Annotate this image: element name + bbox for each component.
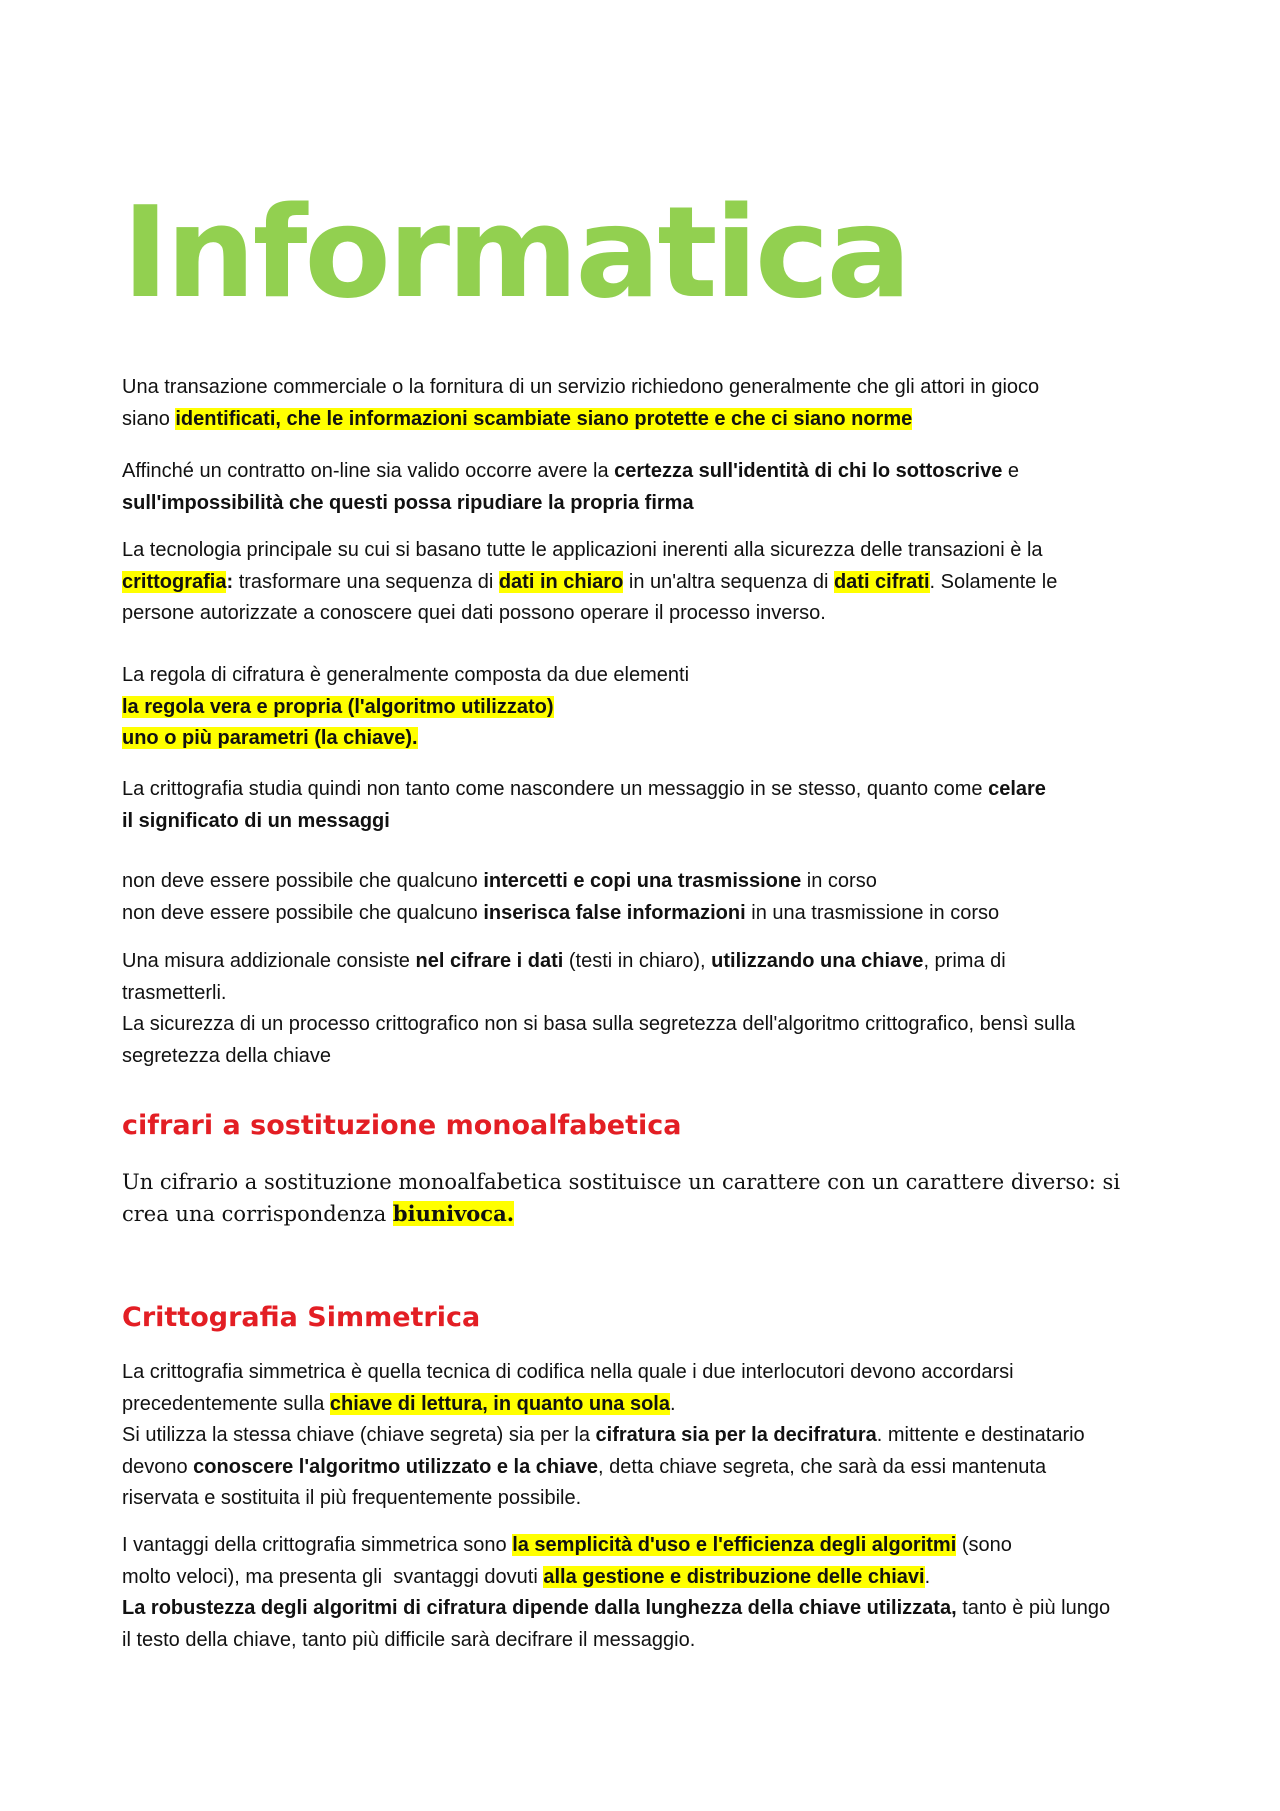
document-title: Informatica xyxy=(122,179,909,326)
bold-text: certezza sull'identità di chi lo sottoscrive xyxy=(614,460,1003,482)
text-line xyxy=(122,488,1162,520)
bold-text: il significato di un messaggi xyxy=(122,809,390,832)
highlighted-text: identificati, che le informazioni scambiate siano protette e che ci siano norme xyxy=(175,407,913,430)
text-line xyxy=(122,1198,1162,1230)
text-run: La tecnologia principale su cui si basano tutte le applicazioni inerenti alla sicurezza delle transazioni è la xyxy=(122,539,1043,561)
bold-text: cifratura sia per la decifratura xyxy=(595,1424,877,1446)
text-run: trasmetterli. xyxy=(122,981,227,1004)
text-run: La crittografia simmetrica è quella tecnica di codifica nella quale i due interlocutori devono accordarsi xyxy=(122,1361,1014,1383)
section-heading-simmetrica: Crittografia Simmetrica xyxy=(122,1302,481,1333)
highlighted-text: uno o più parametri (la chiave). xyxy=(122,727,418,749)
text-run: . mittente e destinatario xyxy=(876,1424,1085,1446)
text-run: (sono xyxy=(956,1534,1012,1556)
text-run: (testi in chiaro), xyxy=(563,950,712,972)
text-run: crea una corrispondenza xyxy=(122,1202,393,1226)
text-run: trasformare una sequenza di xyxy=(233,570,499,593)
paragraph-misura xyxy=(122,946,1162,1072)
paragraph-requisiti xyxy=(122,866,1162,929)
paragraph-vantaggi xyxy=(122,1530,1162,1656)
text-line xyxy=(122,866,1162,898)
text-run: La sicurezza di un processo crittografico non si basa sulla segretezza dell'algoritmo crittografico, bensì sulla xyxy=(122,1013,1076,1035)
text-run: La crittografia studia quindi non tanto come nascondere un messaggio in se stesso, quanto come xyxy=(122,778,989,800)
text-line xyxy=(122,372,1162,404)
text-line xyxy=(122,1625,1162,1657)
highlighted-text: chiave di lettura, in quanto una sola xyxy=(329,1392,670,1415)
text-run: Si utilizza la stessa chiave (chiave segreta) sia per la xyxy=(122,1424,596,1446)
text-run: il testo della chiave, tanto più difficile sarà decifrare il messaggio. xyxy=(122,1628,696,1651)
text-run: segretezza della chiave xyxy=(122,1044,332,1067)
paragraph-regola xyxy=(122,660,1162,755)
highlighted-text: crittografia xyxy=(122,570,227,593)
text-line xyxy=(122,1420,1162,1452)
text-line xyxy=(122,1166,1162,1198)
text-line xyxy=(122,404,1162,436)
paragraph-cifrario xyxy=(122,1166,1162,1230)
text-line xyxy=(122,806,1162,838)
text-line xyxy=(122,978,1162,1010)
text-run: precedentemente sulla xyxy=(122,1392,330,1415)
bold-text: robustezza degli algoritmi di cifratura dipende dalla lunghezza della chiave utilizzata, xyxy=(150,1597,957,1619)
text-run: in corso xyxy=(801,870,877,892)
highlighted-text: biunivoca. xyxy=(392,1201,515,1226)
text-line xyxy=(122,660,1162,692)
text-run: siano xyxy=(122,407,176,430)
paragraph-simmetrica xyxy=(122,1357,1162,1515)
text-run: Una transazione commerciale o la fornitura di un servizio richiedono generalmente che gli attori in gioco xyxy=(122,376,1040,398)
text-line xyxy=(122,535,1162,567)
text-line xyxy=(122,1562,1162,1594)
text-line xyxy=(122,898,1162,930)
text-line xyxy=(122,1452,1162,1484)
bold-text: celare xyxy=(988,778,1046,800)
highlighted-text: la semplicità d'uso e l'efficienza degli algoritmi xyxy=(512,1534,957,1556)
text-run: , prima di xyxy=(923,950,1006,972)
paragraph-transazione xyxy=(122,372,1162,435)
paragraph-contratto xyxy=(122,456,1162,519)
text-run: riservata e sostituita il più frequentemente possibile. xyxy=(122,1487,582,1509)
text-run: . xyxy=(924,1565,931,1588)
text-run: e xyxy=(1002,460,1020,482)
text-run: tanto è più lungo xyxy=(956,1597,1111,1619)
text-line xyxy=(122,1009,1162,1041)
text-line xyxy=(122,692,1162,724)
text-line xyxy=(122,1593,1162,1625)
text-run: persone autorizzate a conoscere quei dati possono operare il processo inverso. xyxy=(122,602,826,624)
text-run: in una trasmissione in corso xyxy=(745,901,1000,924)
text-line xyxy=(122,1389,1162,1421)
text-line xyxy=(122,723,1162,755)
bold-text: nel cifrare i dati xyxy=(415,950,564,972)
bold-text: : xyxy=(226,570,234,593)
highlighted-text: dati in chiaro xyxy=(498,570,624,593)
bold-text: La xyxy=(122,1597,151,1619)
bold-text: intercetti e copi una trasmissione xyxy=(483,870,802,892)
highlighted-text: la regola vera e propria (l'algoritmo utilizzato) xyxy=(122,695,554,718)
highlighted-text: dati cifrati xyxy=(833,570,930,593)
text-line xyxy=(122,598,1162,630)
text-run: Un cifrario a sostituzione monoalfabetica sostituisce un carattere con un carattere diverso: si xyxy=(122,1170,1121,1194)
text-line xyxy=(122,774,1162,806)
text-run: Una misura addizionale consiste xyxy=(122,950,416,972)
text-run: devono xyxy=(122,1455,194,1478)
text-run: , detta chiave segreta, che sarà da essi mantenuta xyxy=(598,1455,1047,1478)
text-line xyxy=(122,456,1162,488)
highlighted-text: alla gestione e distribuzione delle chiavi xyxy=(543,1565,925,1588)
text-run: La regola di cifratura è generalmente composta da due elementi xyxy=(122,664,690,686)
paragraph-crittografia xyxy=(122,535,1162,630)
bold-text: sull'impossibilità che questi possa ripudiare la propria firma xyxy=(122,491,694,514)
text-line xyxy=(122,567,1162,599)
text-run: . xyxy=(669,1392,676,1415)
section-heading-cifrari: cifrari a sostituzione monoalfabetica xyxy=(122,1110,682,1141)
text-line xyxy=(122,1483,1162,1515)
text-line xyxy=(122,1530,1162,1562)
bold-text: inserisca false informazioni xyxy=(483,901,746,924)
text-run: molto veloci), ma presenta gli svantaggi dovuti xyxy=(122,1565,544,1588)
text-line xyxy=(122,1041,1162,1073)
text-line xyxy=(122,1357,1162,1389)
text-run: non deve essere possibile che qualcuno xyxy=(122,870,484,892)
text-run: Affinché un contratto on-line sia valido occorre avere la xyxy=(122,460,615,482)
bold-text: conoscere l'algoritmo utilizzato e la chiave xyxy=(193,1455,599,1478)
text-run: in un'altra sequenza di xyxy=(623,570,834,593)
text-line xyxy=(122,946,1162,978)
text-run: non deve essere possibile che qualcuno xyxy=(122,901,484,924)
paragraph-studia xyxy=(122,774,1162,837)
bold-text: utilizzando una chiave xyxy=(711,950,924,972)
text-run: I vantaggi della crittografia simmetrica sono xyxy=(122,1534,513,1556)
text-run: . Solamente le xyxy=(929,570,1058,593)
